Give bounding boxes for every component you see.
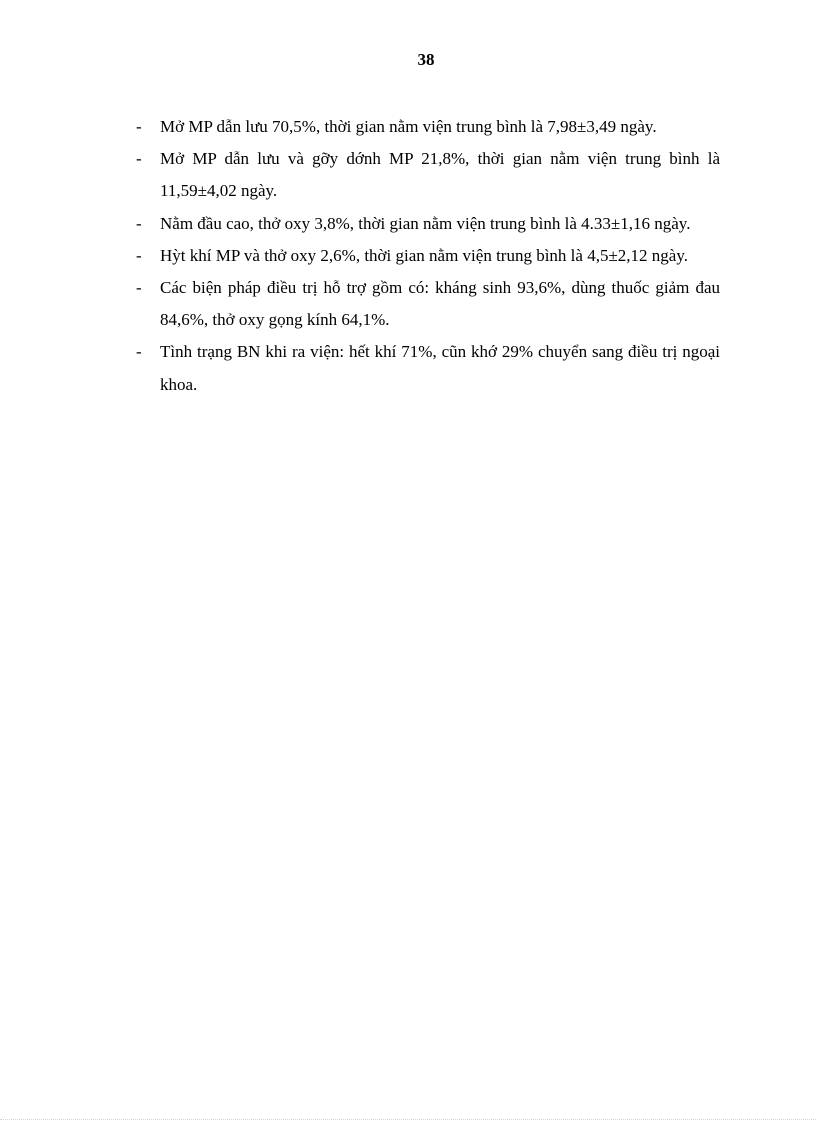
bullet-dash: - bbox=[136, 278, 142, 298]
list-item-text: Các biện pháp điều trị hỗ trợ gồm có: kháng sinh 93,6%, dùng thuốc giảm đau 84,6%, thở oxy gọng kính 64,1%. bbox=[160, 278, 720, 330]
bullet-dash: - bbox=[136, 342, 142, 362]
bullet-dash: - bbox=[136, 117, 142, 136]
bullet-dash: - bbox=[136, 149, 142, 169]
list-item bbox=[136, 272, 720, 336]
list-item-text: Tình trạng BN khi ra viện: hết khí 71%, cũn khớ 29% chuyển sang điều trị ngoại khoa. bbox=[160, 342, 720, 394]
list-item bbox=[136, 111, 720, 143]
list-item bbox=[136, 240, 720, 272]
bullet-list bbox=[136, 111, 720, 401]
list-item-text: Hỳt khí MP và thở oxy 2,6%, thời gian nằm viện trung bình là 4,5±2,12 ngày. bbox=[160, 245, 688, 265]
list-item bbox=[136, 208, 720, 240]
list-item-text: Nằm đầu cao, thở oxy 3,8%, thời gian nằm viện trung bình là 4.33±1,16 ngày. bbox=[160, 213, 691, 233]
bullet-dash: - bbox=[136, 245, 142, 265]
list-item-text: Mở MP dẫn lưu và gỡy dớnh MP 21,8%, thời gian nằm viện trung bình là 11,59±4,02 ngày. bbox=[160, 149, 720, 201]
page-number: 38 bbox=[417, 50, 435, 69]
bullet-dash: - bbox=[136, 213, 142, 233]
list-item-text: Mở MP dẫn lưu 70,5%, thời gian nằm viện trung bình là 7,98±3,49 ngày. bbox=[160, 117, 657, 136]
list-item bbox=[136, 336, 720, 400]
page-bottom-edge bbox=[0, 1119, 816, 1120]
list-item bbox=[136, 143, 720, 207]
